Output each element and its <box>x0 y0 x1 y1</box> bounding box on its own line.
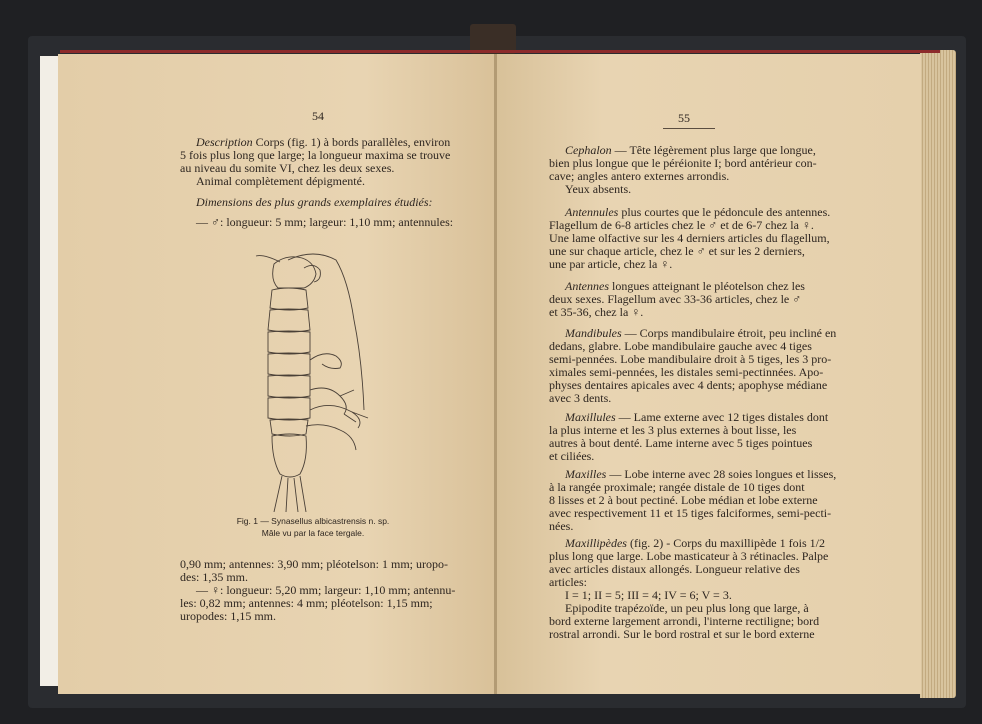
mandibules-line: physes dentaires apicales avec 4 dents; apophyse médiane <box>549 378 828 392</box>
maxillipedes-line: rostral arrondi. Sur le bord rostral et sur le bord externe <box>549 627 815 641</box>
female-dimensions-line: — ♀: longueur: 5,20 mm; largeur: 1,10 mm; antennu- <box>196 583 456 597</box>
description-line: au niveau du somite VI, chez les deux sexes. <box>180 161 395 175</box>
mandibules-line: semi-pennées. Lobe mandibulaire droit à 5 tiges, les 3 pro- <box>549 352 832 366</box>
right-page <box>497 54 921 694</box>
mandibules-line: avec 3 dents. <box>549 391 612 405</box>
cephalon-paragraph <box>565 144 816 156</box>
flyleaf <box>40 56 58 686</box>
antennules-line: une par article, chez la ♀. <box>549 257 673 271</box>
antennules-line: une sur chaque article, chez le ♂ et sur les 2 derniers, <box>549 244 805 258</box>
maxilles-term: Maxilles <box>565 467 607 481</box>
maxillipedes-line: plus long que large. Lobe masticateur à 3 rétinacles. Palpe <box>549 549 829 563</box>
cephalon-line: Yeux absents. <box>565 182 632 196</box>
antennes-line: longues atteignant le pléotelson chez les <box>612 279 805 293</box>
antennules-line: Une lame olfactive sur les 4 derniers articles du flagellum, <box>549 231 830 245</box>
cephalon-line: bien plus longue que le péréionite I; bord antérieur con- <box>549 156 817 170</box>
mandibules-term: Mandibules <box>565 326 622 340</box>
maxillipedes-line: Epipodite trapézoïde, un peu plus long que large, à <box>565 601 809 615</box>
maxilles-line: à la rangée proximale; rangée distale de 10 tiges dont <box>549 480 805 494</box>
maxillipedes-paragraph <box>565 537 825 549</box>
cephalon-line: — Tête légèrement plus large que longue, <box>614 143 816 157</box>
maxillules-line: et ciliées. <box>549 449 595 463</box>
isopod-figure <box>244 250 380 512</box>
antennes-line: et 35-36, chez la ♀. <box>549 305 644 319</box>
red-page-edge <box>60 50 940 53</box>
maxillules-line: — Lame externe avec 12 tiges distales dont <box>618 410 829 424</box>
female-dimensions-line: des: 1,35 mm. <box>180 570 248 584</box>
antennes-line: deux sexes. Flagellum avec 33-36 articles, chez le ♂ <box>549 292 802 306</box>
description-line: 5 fois plus long que large; la longueur maxima se trouve <box>180 148 451 162</box>
female-dimensions-line: uropodes: 1,15 mm. <box>180 609 276 623</box>
mandibules-paragraph <box>565 327 836 339</box>
maxillules-term: Maxillules <box>565 410 616 424</box>
cephalon-line: cave; angles antero externes arrondis. <box>549 169 730 183</box>
page-edges <box>920 50 956 698</box>
maxilles-line: — Lobe interne avec 28 soies longues et lisses, <box>609 467 837 481</box>
left-page <box>58 54 496 694</box>
page-number: 54 <box>312 109 324 123</box>
maxillipedes-line: bord externe largement arrondi, l'interne rectiligne; bord <box>549 614 820 628</box>
antennules-paragraph <box>565 206 830 218</box>
page-number-rule <box>663 128 715 129</box>
maxillipedes-line: articles: <box>549 575 587 589</box>
cephalon-term: Cephalon <box>565 143 612 157</box>
mandibules-line: ximales semi-pennées, les distales semi-pectinnées. Apo- <box>549 365 824 379</box>
maxillules-line: autres à bout denté. Lame interne avec 5 tiges pointues <box>549 436 813 450</box>
antennules-line: Flagellum de 6-8 articles chez le ♂ et de 6-7 chez la ♀. <box>549 218 814 232</box>
male-dimensions-line: — ♂: longueur: 5 mm; largeur: 1,10 mm; antennules: <box>196 215 454 229</box>
antennes-paragraph <box>565 280 805 292</box>
maxillules-paragraph <box>565 411 828 423</box>
description-term: Description <box>196 135 253 149</box>
maxilles-line: nées. <box>549 519 574 533</box>
mandibules-line: dedans, glabre. Lobe mandibulaire gauche avec 4 tiges <box>549 339 812 353</box>
mandibules-line: — Corps mandibulaire étroit, peu incliné en <box>624 326 837 340</box>
maxilles-line: 8 lisses et 2 à bout pectiné. Lobe médian et lobe externe <box>549 493 818 507</box>
maxillules-line: la plus interne et les 3 plus externes à bout lisse, les <box>549 423 797 437</box>
maxillipedes-line: (fig. 2) - Corps du maxillipède 1 fois 1/2 <box>629 536 825 550</box>
maxillipedes-line: I = 1; II = 5; III = 4; IV = 6; V = 3. <box>565 588 732 602</box>
female-dimensions-line: les: 0,82 mm; antennes: 4 mm; pléotelson: 1,15 mm; <box>180 596 433 610</box>
dimensions-heading-text: Dimensions des plus grands exemplaires étudiés: <box>196 195 433 209</box>
description-line: Animal complètement dépigmenté. <box>196 174 365 188</box>
antennes-term: Antennes <box>565 279 609 293</box>
description-paragraph <box>196 136 450 148</box>
figure-caption-line: Fig. 1 — Synasellus albicastrensis n. sp. <box>236 516 390 526</box>
description-line: Corps (fig. 1) à bords parallèles, environ <box>255 135 451 149</box>
antennules-line: plus courtes que le pédoncule des antennes. <box>621 205 831 219</box>
antennules-term: Antennules <box>565 205 619 219</box>
page-number: 55 <box>678 111 690 125</box>
maxillipedes-term: Maxillipèdes <box>565 536 627 550</box>
dimensions-heading <box>196 196 433 208</box>
figure-caption-line: Mâle vu par la face tergale. <box>261 528 365 538</box>
maxilles-paragraph <box>565 468 836 480</box>
maxillipedes-line: avec articles distaux allongés. Longueur relative des <box>549 562 800 576</box>
maxilles-line: avec respectivement 11 et 15 tiges falciformes, semi-pecti- <box>549 506 832 520</box>
female-dimensions-line: 0,90 mm; antennes: 3,90 mm; pléotelson: 1 mm; uropo- <box>180 557 448 571</box>
